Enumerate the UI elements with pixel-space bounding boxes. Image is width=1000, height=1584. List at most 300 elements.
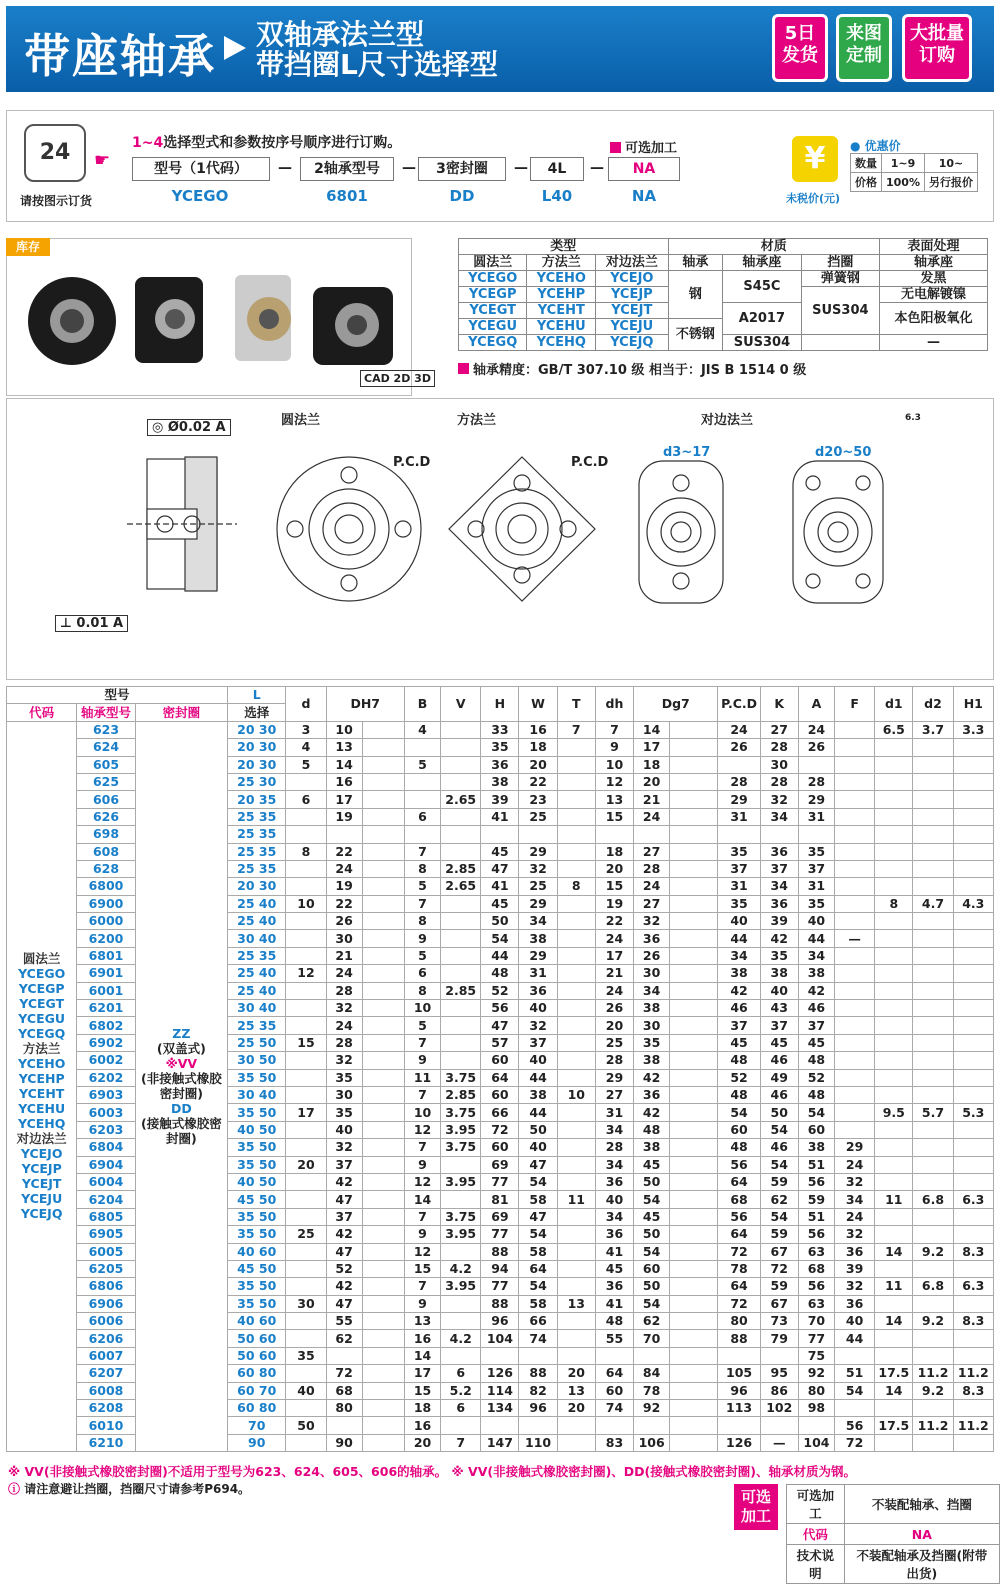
table-cell: 3.75: [441, 1139, 481, 1156]
table-cell: 7: [441, 1434, 481, 1451]
table-cell: [441, 1243, 481, 1260]
table-cell: [875, 773, 913, 790]
bearing-cell: 6207: [77, 1365, 135, 1382]
table-cell: 14: [875, 1243, 913, 1260]
table-cell: 3.95: [441, 1226, 481, 1243]
table-cell: [441, 843, 481, 860]
table-cell: [835, 1034, 875, 1051]
table-cell: [286, 1069, 326, 1086]
example-bearing: 6801: [326, 187, 368, 205]
table-cell: 126: [481, 1365, 519, 1382]
table-cell: 57: [481, 1034, 519, 1051]
table-cell: 59: [760, 1173, 798, 1190]
table-cell: 64: [519, 1260, 557, 1277]
table-cell: 36: [760, 843, 798, 860]
stock-tag: 库存: [6, 238, 50, 256]
table-cell: 59: [760, 1278, 798, 1295]
table-cell: [670, 791, 718, 808]
table-cell: [835, 895, 875, 912]
table-cell: [362, 826, 404, 843]
table-cell: 8: [557, 878, 595, 895]
table-cell: [362, 791, 404, 808]
table-cell: 40: [760, 982, 798, 999]
table-cell: 35: [798, 895, 834, 912]
table-cell: 8: [404, 913, 440, 930]
table-cell: 41: [595, 1243, 633, 1260]
table-cell: [670, 1347, 718, 1364]
table-cell: [913, 1017, 953, 1034]
spec-table: 类型 材质 表面处理 圆法兰 方法兰 对边法兰 轴承 轴承座 挡圈 轴承座 YCEGO YCEHO YCEJO 钢 S45C 弹簧钢 发黑 YCEGP YCEHP YCEJP SUS304 无电解镀镍 YCEGT YCEHT YCEJT A2017 本色阳极氧化 YCEGU YCEHU YCEJU 不锈钢 YCEGQ YCEHQ YCEJQ SUS304 —: [458, 238, 988, 351]
bearing-cell: 6208: [77, 1400, 135, 1417]
table-cell: 20: [634, 773, 670, 790]
table-cell: 88: [519, 1365, 557, 1382]
bearing-cell: 6006: [77, 1313, 135, 1330]
table-cell: 58: [519, 1243, 557, 1260]
table-cell: [557, 791, 595, 808]
table-cell: [326, 826, 362, 843]
table-cell: 30: [760, 756, 798, 773]
table-cell: 5: [404, 947, 440, 964]
table-cell: [835, 721, 875, 738]
table-cell: 34: [798, 947, 834, 964]
table-cell: [760, 1347, 798, 1364]
table-cell: [913, 1295, 953, 1312]
table-cell: [875, 1295, 913, 1312]
table-cell: 51: [835, 1365, 875, 1382]
table-cell: [670, 1434, 718, 1451]
bearing-cell: 6905: [77, 1226, 135, 1243]
table-cell: 30 40: [228, 1000, 286, 1017]
table-cell: 28: [760, 739, 798, 756]
table-cell: 2.65: [441, 791, 481, 808]
table-cell: 38: [798, 965, 834, 982]
badge-5day: 5日 发货: [772, 14, 828, 82]
table-cell: 32: [835, 1278, 875, 1295]
table-cell: 27: [595, 1086, 633, 1103]
table-cell: [362, 1260, 404, 1277]
table-cell: [875, 843, 913, 860]
table-cell: 54: [718, 1104, 760, 1121]
table-cell: 54: [481, 930, 519, 947]
table-cell: 32: [760, 791, 798, 808]
table-cell: 47: [326, 1243, 362, 1260]
table-cell: 47: [481, 1017, 519, 1034]
table-cell: [953, 1156, 993, 1173]
table-cell: [362, 1434, 404, 1451]
table-cell: [875, 878, 913, 895]
table-cell: [670, 965, 718, 982]
table-cell: [670, 1382, 718, 1399]
table-cell: 24: [326, 965, 362, 982]
table-cell: 68: [718, 1191, 760, 1208]
table-cell: 41: [481, 878, 519, 895]
table-cell: 34: [718, 947, 760, 964]
table-cell: 48: [798, 1052, 834, 1069]
bearing-cell: 6008: [77, 1382, 135, 1399]
table-cell: [875, 791, 913, 808]
table-cell: 40: [519, 1000, 557, 1017]
table-cell: [913, 826, 953, 843]
table-cell: [798, 826, 834, 843]
table-cell: 56: [798, 1278, 834, 1295]
table-cell: 42: [326, 1226, 362, 1243]
cut-flange-label: 对边法兰: [701, 413, 754, 428]
table-cell: 7: [595, 721, 633, 738]
table-cell: —: [835, 930, 875, 947]
table-cell: 25 40: [228, 895, 286, 912]
table-cell: 7: [557, 721, 595, 738]
table-cell: [875, 947, 913, 964]
table-cell: 72: [326, 1365, 362, 1382]
table-cell: 12: [404, 1243, 440, 1260]
table-cell: [670, 1208, 718, 1225]
table-cell: [670, 1365, 718, 1382]
d20-50-label: d20~50: [815, 445, 872, 460]
table-cell: [718, 826, 760, 843]
table-cell: 77: [481, 1278, 519, 1295]
table-cell: 36: [760, 895, 798, 912]
table-cell: [286, 1000, 326, 1017]
table-cell: 36: [519, 982, 557, 999]
table-cell: 11.2: [913, 1365, 953, 1382]
table-cell: 9: [595, 739, 633, 756]
table-cell: 38: [634, 1052, 670, 1069]
table-cell: 13: [404, 1313, 440, 1330]
table-cell: 25 50: [228, 1034, 286, 1051]
table-cell: 56: [835, 1417, 875, 1434]
table-cell: 40 50: [228, 1121, 286, 1138]
bearing-cell: 6210: [77, 1434, 135, 1451]
table-cell: 35: [718, 895, 760, 912]
table-cell: 46: [760, 1086, 798, 1103]
table-cell: 29: [595, 1069, 633, 1086]
table-cell: [875, 1173, 913, 1190]
table-cell: 88: [481, 1243, 519, 1260]
table-cell: 11.2: [953, 1417, 993, 1434]
table-cell: 30: [326, 1086, 362, 1103]
bearing-cell: 6804: [77, 1139, 135, 1156]
stainless-flange-photo: [235, 275, 291, 361]
table-cell: [362, 1086, 404, 1103]
table-cell: 18: [519, 739, 557, 756]
table-cell: 5.7: [913, 1104, 953, 1121]
table-cell: 46: [760, 1052, 798, 1069]
table-cell: [557, 1017, 595, 1034]
table-cell: [670, 1069, 718, 1086]
table-cell: [557, 1260, 595, 1277]
table-cell: 72: [718, 1243, 760, 1260]
table-cell: 42: [760, 930, 798, 947]
table-cell: 6.8: [913, 1191, 953, 1208]
table-cell: 45: [595, 1260, 633, 1277]
table-cell: [441, 947, 481, 964]
table-cell: 26: [798, 739, 834, 756]
option-label: 可选加工: [610, 137, 677, 156]
table-cell: 12: [595, 773, 633, 790]
table-cell: 72: [481, 1121, 519, 1138]
table-cell: [634, 826, 670, 843]
table-cell: 74: [595, 1400, 633, 1417]
table-cell: 22: [326, 895, 362, 912]
table-cell: [953, 826, 993, 843]
accuracy-note: 轴承精度：GB/T 307.10 级 相当于：JIS B 1514 0 级: [458, 359, 806, 378]
table-cell: 54: [798, 1104, 834, 1121]
bearing-cell: 605: [77, 756, 135, 773]
table-cell: 10: [286, 895, 326, 912]
table-cell: [835, 965, 875, 982]
table-cell: 80: [718, 1313, 760, 1330]
table-cell: [441, 1156, 481, 1173]
table-cell: 5.3: [953, 1104, 993, 1121]
table-cell: [362, 1400, 404, 1417]
table-cell: 35: [634, 1034, 670, 1051]
table-cell: 37: [760, 860, 798, 877]
table-cell: 38: [760, 965, 798, 982]
table-cell: 11: [875, 1191, 913, 1208]
table-cell: 27: [760, 721, 798, 738]
table-cell: 48: [798, 1086, 834, 1103]
arrow-icon: [224, 36, 246, 60]
table-cell: 54: [519, 1226, 557, 1243]
table-cell: 6: [286, 791, 326, 808]
table-cell: 104: [481, 1330, 519, 1347]
table-cell: 15: [286, 1034, 326, 1051]
table-cell: 25 35: [228, 843, 286, 860]
table-cell: 18: [595, 843, 633, 860]
table-cell: 54: [760, 1156, 798, 1173]
table-cell: [362, 947, 404, 964]
table-cell: 60 80: [228, 1400, 286, 1417]
table-cell: [441, 1313, 481, 1330]
table-cell: 18: [404, 1400, 440, 1417]
table-cell: 5: [286, 756, 326, 773]
table-cell: [286, 982, 326, 999]
table-cell: [286, 1243, 326, 1260]
table-cell: 38: [634, 1000, 670, 1017]
table-cell: 36: [634, 1086, 670, 1103]
table-cell: 26: [718, 739, 760, 756]
table-cell: 8: [404, 860, 440, 877]
table-cell: 56: [718, 1156, 760, 1173]
table-cell: [835, 826, 875, 843]
table-cell: [670, 1243, 718, 1260]
table-cell: [557, 756, 595, 773]
table-cell: [875, 1086, 913, 1103]
table-cell: 75: [798, 1347, 834, 1364]
pref-title: ● 优惠价: [850, 139, 901, 153]
example-L: L40: [541, 187, 573, 205]
table-cell: 114: [481, 1382, 519, 1399]
table-cell: [557, 895, 595, 912]
table-cell: 64: [718, 1226, 760, 1243]
table-cell: 7: [404, 895, 440, 912]
table-cell: [835, 843, 875, 860]
table-cell: 25: [286, 1226, 326, 1243]
table-cell: 44: [519, 1069, 557, 1086]
table-cell: 9.2: [913, 1313, 953, 1330]
table-cell: 22: [519, 773, 557, 790]
table-cell: 48: [718, 1086, 760, 1103]
table-cell: 35: [718, 843, 760, 860]
table-cell: [913, 1156, 953, 1173]
table-cell: [953, 756, 993, 773]
table-cell: 3: [286, 721, 326, 738]
table-cell: [519, 1347, 557, 1364]
table-cell: 48: [634, 1121, 670, 1138]
table-cell: 12: [404, 1173, 440, 1190]
pointer-icon: ☛: [94, 150, 111, 171]
table-cell: 3.75: [441, 1069, 481, 1086]
table-cell: [362, 1191, 404, 1208]
dash: —: [402, 160, 416, 176]
bearing-cell: 6206: [77, 1330, 135, 1347]
table-cell: 20 30: [228, 721, 286, 738]
table-cell: 48: [718, 1139, 760, 1156]
table-cell: 28: [760, 773, 798, 790]
table-cell: 70: [798, 1313, 834, 1330]
table-cell: [557, 1121, 595, 1138]
table-cell: 69: [481, 1156, 519, 1173]
table-cell: [286, 773, 326, 790]
table-cell: [953, 773, 993, 790]
table-cell: [875, 1260, 913, 1277]
table-cell: 35: [481, 739, 519, 756]
table-cell: 42: [326, 1173, 362, 1190]
table-cell: 54: [760, 1121, 798, 1138]
table-cell: [286, 1121, 326, 1138]
table-cell: [362, 1017, 404, 1034]
code-cell-NA: NA: [608, 157, 680, 181]
table-cell: 66: [481, 1104, 519, 1121]
table-cell: [875, 1121, 913, 1138]
table-cell: 7: [404, 843, 440, 860]
table-cell: [875, 1208, 913, 1225]
table-cell: [875, 1347, 913, 1364]
table-cell: [670, 1086, 718, 1103]
bearing-cell: 6802: [77, 1017, 135, 1034]
table-cell: 19: [326, 878, 362, 895]
table-cell: 62: [760, 1191, 798, 1208]
table-cell: 10: [404, 1104, 440, 1121]
table-cell: 92: [798, 1365, 834, 1382]
table-cell: 37: [718, 1017, 760, 1034]
table-cell: 45: [634, 1208, 670, 1225]
table-cell: 62: [634, 1313, 670, 1330]
table-cell: 11: [404, 1069, 440, 1086]
table-cell: 22: [595, 913, 633, 930]
table-cell: 45: [481, 895, 519, 912]
example-NA: NA: [631, 187, 657, 205]
table-cell: [875, 1069, 913, 1086]
table-cell: 25 40: [228, 965, 286, 982]
table-cell: 60: [595, 1382, 633, 1399]
section-view: [127, 457, 237, 591]
table-cell: 24: [718, 721, 760, 738]
table-cell: [362, 1313, 404, 1330]
table-cell: 78: [718, 1260, 760, 1277]
table-cell: [875, 808, 913, 825]
table-cell: 15: [404, 1382, 440, 1399]
table-cell: 32: [326, 1000, 362, 1017]
table-cell: [953, 860, 993, 877]
table-cell: 5: [404, 878, 440, 895]
table-cell: 30: [286, 1295, 326, 1312]
table-cell: [557, 1208, 595, 1225]
table-cell: [835, 1400, 875, 1417]
table-cell: [362, 1069, 404, 1086]
table-cell: [286, 808, 326, 825]
table-cell: 14: [634, 721, 670, 738]
table-cell: [913, 1052, 953, 1069]
example-model: YCEGO: [171, 187, 229, 205]
table-cell: 7: [404, 1086, 440, 1103]
table-cell: 77: [481, 1226, 519, 1243]
table-cell: [875, 1156, 913, 1173]
table-cell: 21: [595, 965, 633, 982]
dash: —: [590, 160, 604, 176]
table-cell: 25: [519, 878, 557, 895]
table-cell: 34: [760, 878, 798, 895]
table-cell: 24: [835, 1156, 875, 1173]
table-cell: 44: [519, 1104, 557, 1121]
table-cell: 29: [798, 791, 834, 808]
table-cell: 16: [404, 1330, 440, 1347]
table-cell: 52: [481, 982, 519, 999]
table-cell: 32: [519, 1017, 557, 1034]
table-cell: 20 30: [228, 878, 286, 895]
bearing-cell: 6902: [77, 1034, 135, 1051]
table-cell: [913, 982, 953, 999]
table-cell: 46: [718, 1000, 760, 1017]
table-cell: 96: [481, 1313, 519, 1330]
cad-download-button[interactable]: CAD 2D 3D: [360, 370, 435, 387]
table-cell: 72: [835, 1434, 875, 1451]
table-cell: 40: [718, 913, 760, 930]
table-cell: 14: [326, 756, 362, 773]
table-cell: 83: [595, 1434, 633, 1451]
table-cell: 30: [634, 1017, 670, 1034]
table-cell: [670, 1121, 718, 1138]
table-cell: [557, 843, 595, 860]
table-cell: [362, 1243, 404, 1260]
table-cell: [362, 843, 404, 860]
table-cell: 50: [481, 913, 519, 930]
table-cell: [286, 930, 326, 947]
table-cell: 35: [326, 1069, 362, 1086]
phone-text: 请按图示订货: [20, 194, 93, 208]
table-cell: [362, 982, 404, 999]
table-cell: [286, 1330, 326, 1347]
table-cell: [670, 1278, 718, 1295]
table-cell: 35: [798, 843, 834, 860]
table-cell: [913, 1260, 953, 1277]
table-cell: 56: [718, 1208, 760, 1225]
table-cell: 48: [595, 1313, 633, 1330]
table-cell: 16: [404, 1417, 440, 1434]
table-cell: [913, 1000, 953, 1017]
table-cell: [362, 965, 404, 982]
table-cell: [286, 947, 326, 964]
table-cell: 46: [760, 1139, 798, 1156]
table-cell: 50: [634, 1226, 670, 1243]
table-cell: 8.3: [953, 1382, 993, 1399]
table-cell: 20: [595, 860, 633, 877]
table-cell: 17.5: [875, 1365, 913, 1382]
table-cell: [481, 1347, 519, 1364]
footnote-1: ※ VV(非接触式橡胶密封圈)不适用于型号为623、624、605、606的轴承。 ※ VV(非接触式橡胶密封圈)、DD(接触式橡胶密封圈)、轴承材质为钢。: [8, 1464, 856, 1479]
table-cell: [441, 1034, 481, 1051]
square-flange-view: [449, 457, 595, 601]
